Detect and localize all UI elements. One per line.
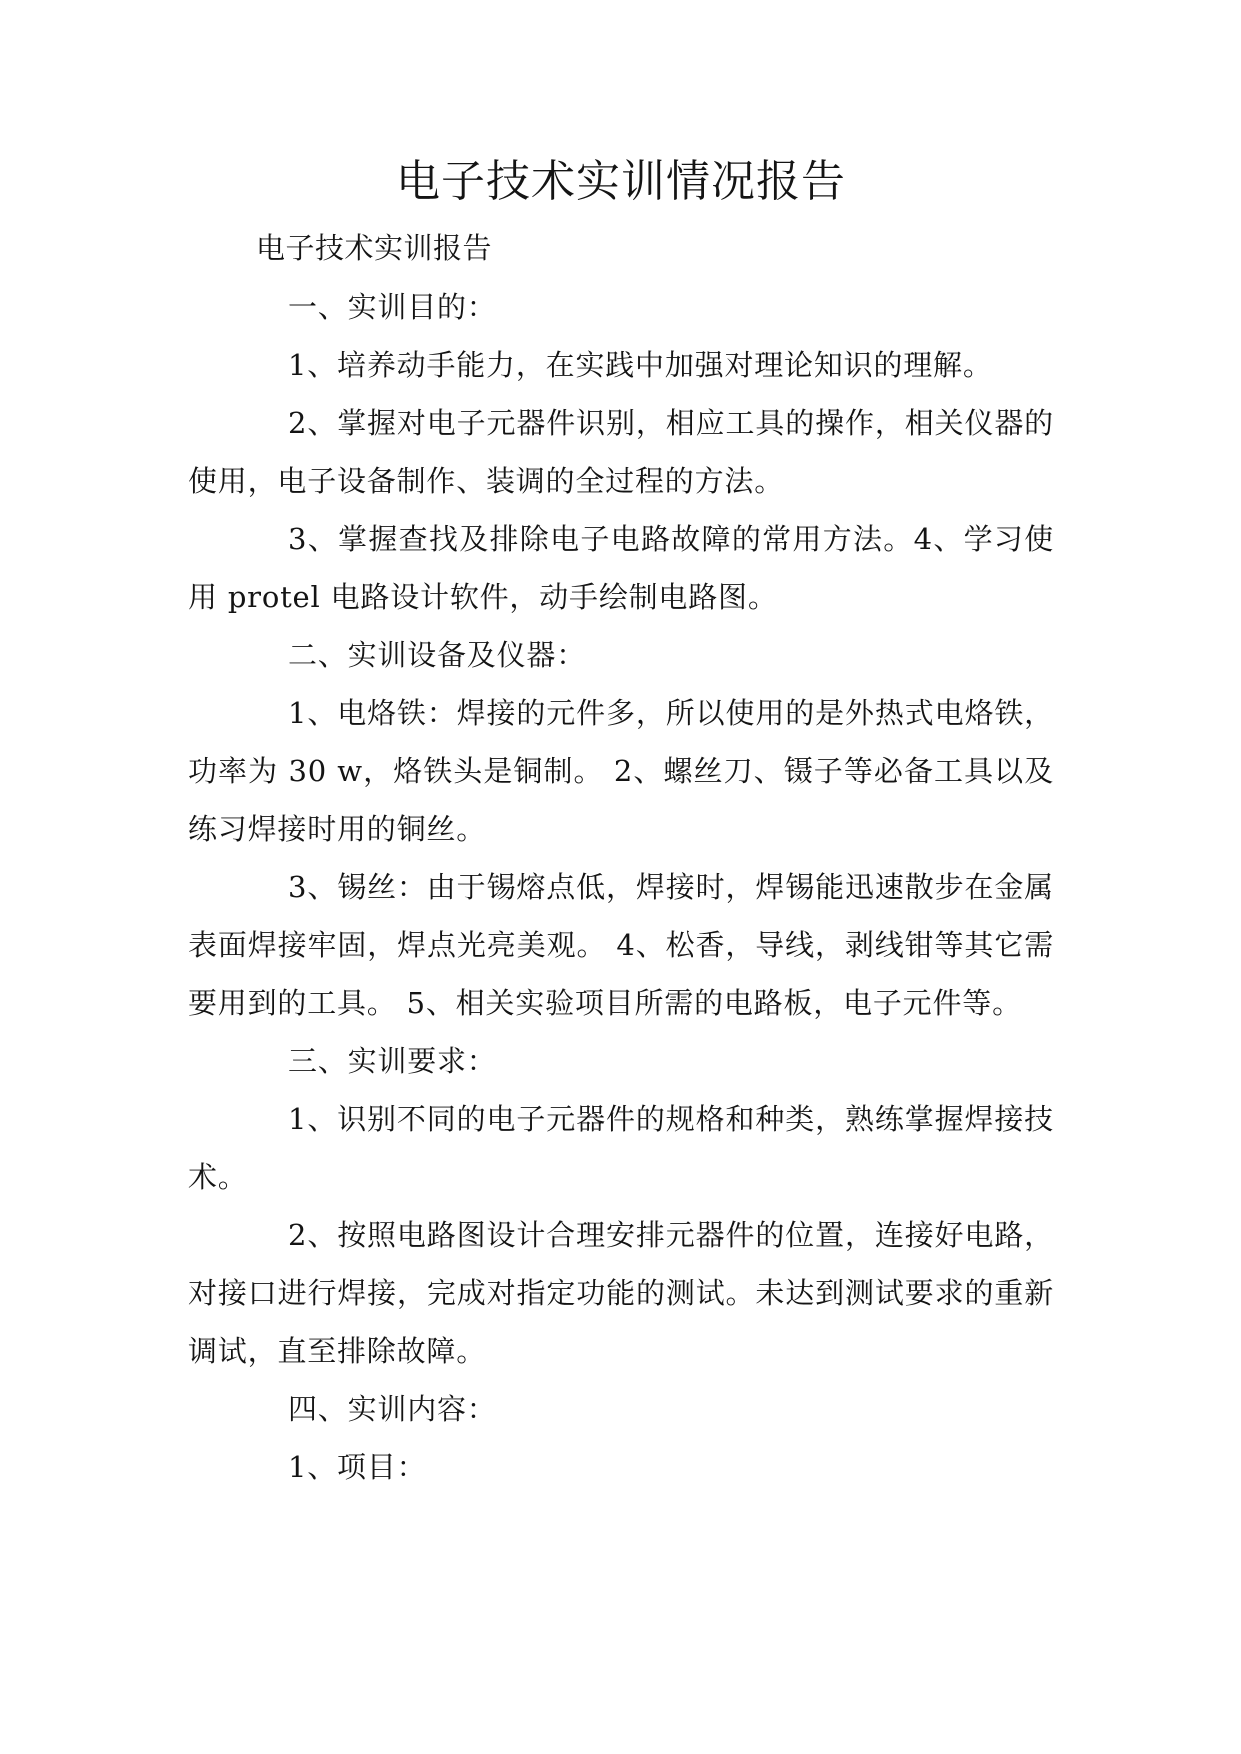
document-title: 电子技术实训情况报告 (396, 156, 846, 207)
paragraph-equipment-3-5: 3、锡丝：由于锡熔点低，焊接时，焊锡能迅速散步在金属表面焊接牢固，焊点光亮美观。 4、松香，导线，剥线钳等其它需要用到的工具。 5、相关实验项目所需的电路板，电子元件等。 (188, 870, 1054, 1020)
section-heading-content: 四、实训内容： (288, 1392, 497, 1426)
paragraph-requirements-2: 2、按照电路图设计合理安排元器件的位置，连接好电路，对接口进行焊接，完成对指定功能的测试。未达到测试要求的重新调试，直至排除故障。 (188, 1218, 1054, 1368)
paragraph-requirements-1: 1、识别不同的电子元器件的规格和种类，熟练掌握焊接技术。 (188, 1102, 1054, 1194)
paragraph-purpose-1: 1、培养动手能力，在实践中加强对理论知识的理解。 (288, 348, 993, 382)
paragraph-purpose-2: 2、掌握对电子元器件识别，相应工具的操作，相关仪器的使用，电子设备制作、装调的全过程的方法。 (188, 406, 1054, 498)
paragraph-purpose-3-4: 3、掌握查找及排除电子电路故障的常用方法。4、学习使用 protel 电路设计软件，动手绘制电路图。 (188, 522, 1054, 614)
section-heading-requirements: 三、实训要求： (288, 1044, 497, 1078)
section-heading-purpose: 一、实训目的： (288, 290, 497, 324)
document-subtitle: 电子技术实训报告 (256, 231, 493, 265)
paragraph-equipment-1-2: 1、电烙铁：焊接的元件多，所以使用的是外热式电烙铁，功率为 30 w，烙铁头是铜制。 2、螺丝刀、镊子等必备工具以及练习焊接时用的铜丝。 (188, 696, 1054, 846)
paragraph-content-1: 1、项目： (288, 1450, 427, 1484)
document-body (188, 150, 1054, 1496)
section-heading-equipment: 二、实训设备及仪器： (288, 638, 587, 672)
